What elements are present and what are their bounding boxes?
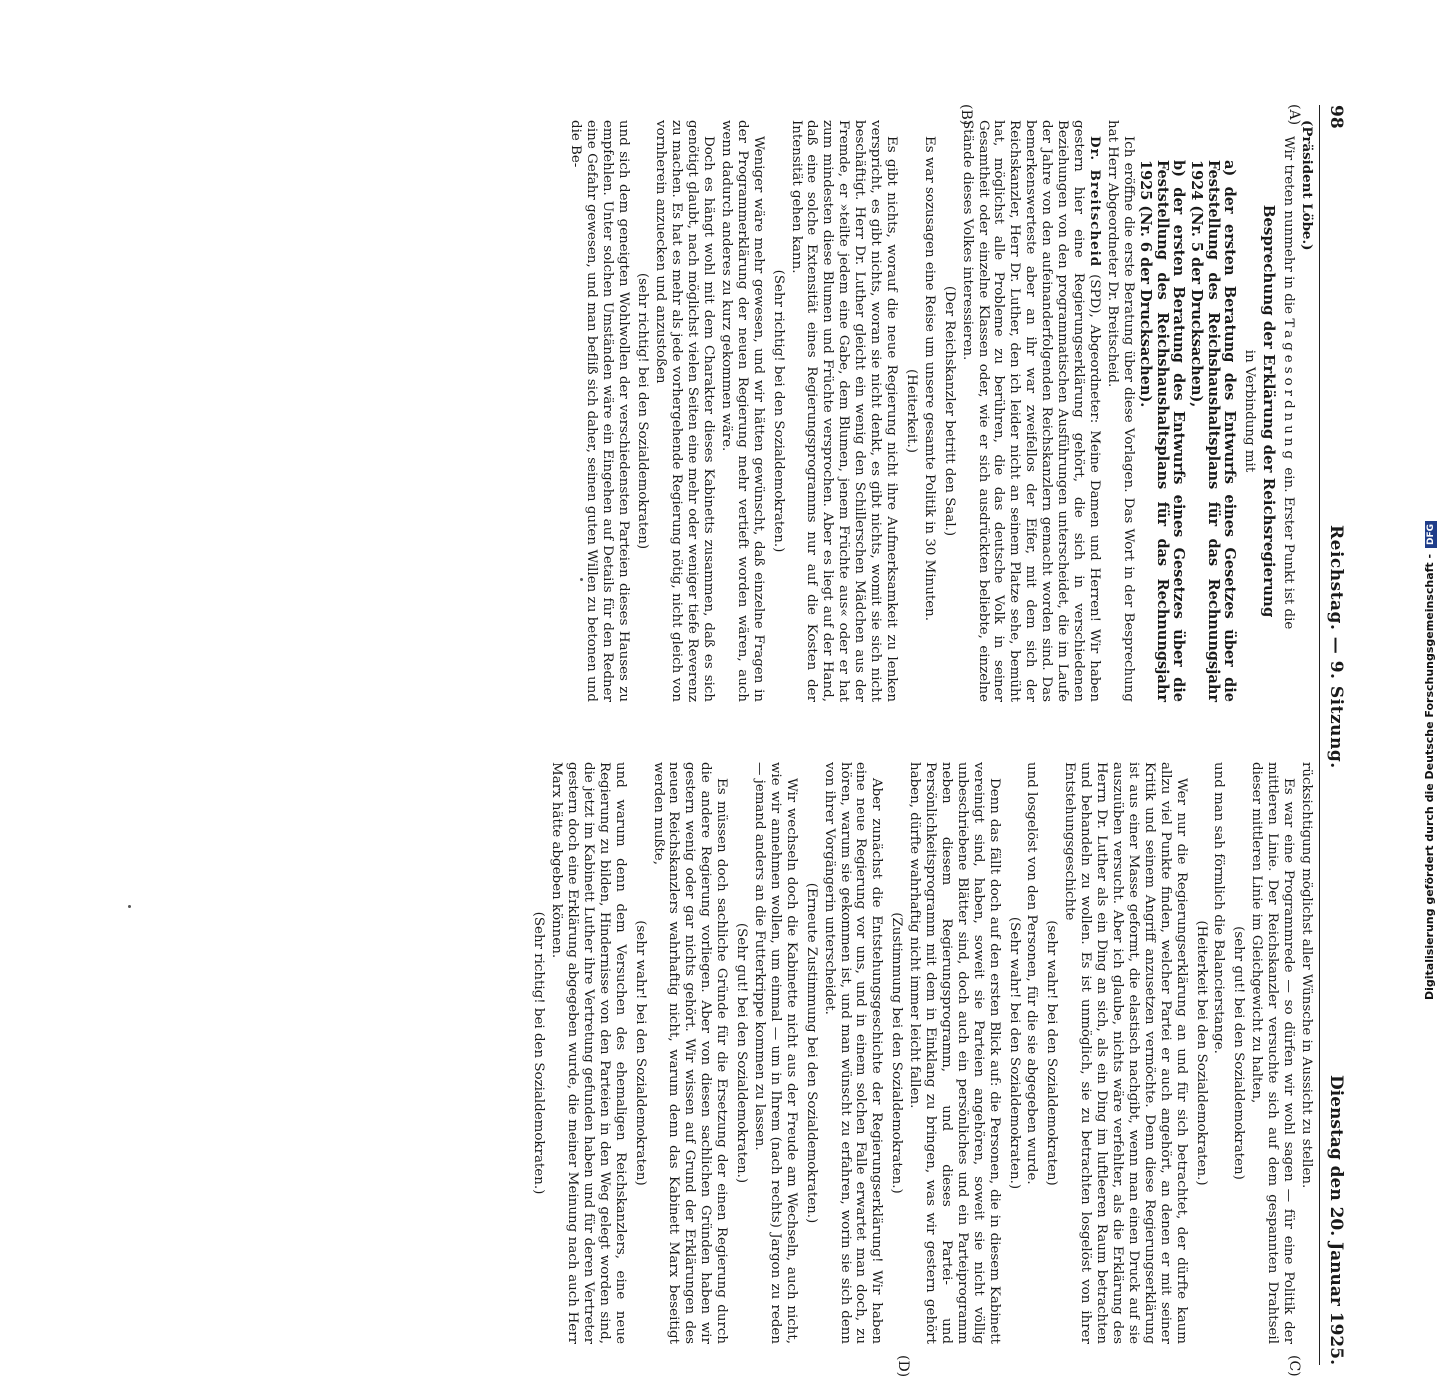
stage-direction: (Der Reichskanzler betritt den Saal.) [941, 285, 957, 537]
paragraph: und sich dem geneigten Wohlwollen der verschiedensten Parteien dieses Hauses zu empfehlen. Unter solchen Umständen wäre ein Eingehen auf Details für den Redner eine Gefahr gewesen, und man befliß sich daher, seinen guten Willen zu betonen und die Be- [567, 120, 631, 702]
margin-mark-b: (B) [958, 104, 974, 126]
agenda-item-a: a) der ersten Beratung des Entwurfs eines Gesetzes über die Feststellung des Reichshaushaltsplans für das Rechnungsjahr 1924 (Nr. 5 der Drucksachen), [1188, 160, 1239, 702]
interjection: (Heiterkeit bei den Sozialdemokraten.) [1193, 920, 1209, 1186]
paragraph: Denn das fällt doch auf den ersten Blick auf: die Personen, die in diesem Kabinett vereinigt sind, haben, soweit sie Parteien angehören, soweit sie nicht völlig unbeschriebene Blätter sind, doch auch ein persönliches und ein Parteiprogramm neben diesem Regierungsprogramm, und dieses Partei- und Persönlichkeitsprogramm mit dem in Einklang zu bringen, was wir gestern gehört haben, dürfte wahrhaftig nicht immer leicht fallen. [907, 762, 1002, 1344]
interjection: (Zustimmung bei den Sozialdemokraten.) [889, 912, 905, 1194]
paragraph: und man sah förmlich die Balancierstange. [1211, 762, 1227, 1054]
speech-paragraph: Dr. Breitscheid (SPD), Abgeordneter: Meine Damen und Herren! Wir haben gestern hier eine Regierungserklärung gehört, die sich in verschiedenen Beziehungen von den programmatischen Ausführungen unterscheidet, die im Laufe der Jahre von den aufeinanderfolgenden Reichskanzlern gemacht worden sind. Das bemerkenswerteste aber an ihr war zweifellos der Eifer, mit dem sich der Reichskanzler, Herr Dr. Luther, den ich leider nicht an seinem Platze sehe, bemüht hat, möglichst alle Probleme zu berühren, die das deutsche Volk in seiner Gesamtheit oder einzelne Klassen oder, wie er sich ausdrückten beliebte, einzelne Stände dieses Volkes interessieren. [959, 120, 1103, 702]
paragraph: Wir treten nunmehr in die Tagesordnung ein. Erster Punkt ist die [1281, 136, 1297, 630]
session-date: Dienstag den 20. Januar 1925. [1326, 1075, 1346, 1365]
paragraph: und losgelöst von den Personen, für die sie abgegeben wurde. [1024, 762, 1040, 1185]
speaker-name: Dr. Breitscheid [1086, 136, 1103, 268]
interjection: (sehr gut! bei den Sozialdemokraten) [1231, 926, 1247, 1180]
margin-mark-c: (C) [1286, 1355, 1302, 1377]
header-rule [1319, 105, 1320, 1365]
dfg-logo: DFG [1425, 521, 1437, 548]
paragraph: Weniger wäre mehr gewesen, und wir hätten gewünscht, daß einzelne Fragen in der Programmerklärung der neuen Regierung mehr vertieft worden wären, auch wenn dadurch anderes zu kurz gekommen wäre. [718, 120, 766, 702]
interjection: (Sehr gut! bei den Sozialdemokraten.) [734, 922, 750, 1184]
paragraph: Wer nur die Regierungserklärung an und für sich betrachtet, der dürfte kaum allzu viel Punkte finden, welcher Partei er auch angehört, an denen er mit seiner Kritik und seinem Angriff anzusetzen vermöchte. Denn diese Regierungserklärung ist aus einer Masse geformt, die elastisch nachgibt, wenn man einen Druck auf sie auszuüben versucht. Aber ich glaube, nichts wäre verfehlter, als die Erklärung des Herrn Dr. Luther als ein Ding an sich, als ein Ding im luftleeren Raum betrachten und behandeln zu wollen. Es ist unmöglich, sie zu betrachten losgelöst von ihrer Entstehungsgeschichte [1062, 762, 1189, 1344]
interjection: (Erneute Zustimmung bei den Sozialdemokraten.) [803, 882, 819, 1224]
left-text-column [554, 120, 1314, 702]
digitization-credit [1423, 0, 1437, 1000]
paragraph: und warum denn dem Versuchen des ehemaligen Reichskanzlers, eine neue Regierung zu bilden, Hindernisse von den Parteien in den Weg gelegt worden sind, die jetzt im Kabinett Luther ihre Vertretung gefunden haben und für deren Vertreter gestern doch eine Erklärung abgegeben wurde, die meiner Meinung nach auch Herr Marx hätte abgeben können. [549, 762, 628, 1344]
interjection: (Sehr richtig! bei den Sozialdemokraten.) [531, 911, 547, 1195]
paragraph: Wir wechseln doch die Kabinette nicht aus der Freude am Wechseln, auch nicht, wie wir annehmen wollen, um einmal — um in Ihrem (nach rechts) Jargon zu reden — jemand anders an die Futterkrippe kommen zu lassen. [752, 762, 799, 1344]
running-title: Reichstag. — 9. Sitzung. [1326, 525, 1346, 769]
scan-speck [580, 578, 583, 581]
agenda-heading: Besprechung der Erklärung der Reichsregierung [1260, 204, 1279, 618]
interjection: (Sehr wahr! bei den Sozialdemokraten.) [1006, 916, 1022, 1190]
paragraph: Es müssen doch sachliche Gründe für die Ersetzung der einen Regierung durch die andere Regierung vorliegen. Aber von diesen sachlichen Gründen haben wir gestern wenig oder gar nichts gehört. Wir wissen auf Grund der Erklärungen des neuen Reichskanzlers wahrhaftig nicht, warum denn das Kabinett Marx beseitigt werden mußte, [650, 762, 730, 1344]
interjection: (Heiterkeit.) [903, 369, 919, 453]
margin-mark-d: (D) [895, 1355, 911, 1377]
page-number: 98 [1326, 105, 1346, 129]
paragraph: Es war eine Programmrede — so dürfen wir wohl sagen — für eine Politik der mittleren Linie. Der Reichskanzler versuchte sich auf dem gespannten Drahtseil dieser mittleren Linie im Gleichgewicht zu halten, [1249, 762, 1297, 1344]
paragraph: rücksichtigung möglichst aller Wünsche in Aussicht zu stellen. [1299, 762, 1314, 1189]
paragraph: Es war sozusagen eine Reise um unsere gesamte Politik in 30 Minuten. [921, 136, 937, 622]
interjection: (sehr wahr! bei den Sozialdemokraten) [1044, 920, 1060, 1186]
paragraph: Es gibt nichts, worauf die neue Regierung nicht ihre Aufmerksamkeit zu lenken verspricht, es gibt nichts, woran sie nicht denkt, es gibt nichts, womit sie sich nicht beschäftigt. Herr Dr. Luther gleicht ein wenig den Schillerschen Mädchen aus der Fremde, er »teilte jedem eine Gabe, dem Blumen, jenem Früchte aus« oder er hat zum mindesten diese Blumen und Früchte versprochen. Aber es liegt auf der Hand, daß eine solche Extensität eines Regierungsprogramms nur auf die Kosten der Intensität gehen kann. [788, 120, 900, 702]
interjection: (Sehr richtig! bei den Sozialdemokraten.) [770, 269, 786, 553]
interjection: (sehr wahr! bei den Sozialdemokraten) [632, 920, 648, 1186]
scan-speck [128, 905, 131, 908]
chair-speaker: (Präsident Löbe.) [1299, 120, 1315, 251]
agenda-item-b: b) der ersten Beratung des Entwurfs eines Gesetzes über die Feststellung des Reichshaushaltsplans für das Rechnungsjahr 1925 (Nr. 6 der Drucksachen). [1137, 160, 1188, 702]
paragraph: Aber zunächst die Entstehungsgeschichte der Regierungserklärung! Wir haben eine neue Regierung vor uns, und in einem solchen Falle erwartet man doch, zu hören, warum sie gekommen ist, und man wünscht zu erfahren, worin sie sich denn von ihrer Vorgängerin unterscheidet. [821, 762, 885, 1344]
interjection: (sehr richtig! bei den Sozialdemokraten) [635, 272, 651, 550]
margin-mark-a: (A) [1286, 104, 1302, 126]
emphasis-spaced: Tagesordnung [1281, 318, 1297, 464]
paragraph: Ich eröffne die erste Beratung über diese Vorlagen. Das Wort in der Besprechung hat Herr Abgeordneter Dr. Breitscheid. [1104, 120, 1136, 702]
credit-text: Digitalisierung gefördert durch die Deutsche Forschungsgemeinschaft - [1423, 553, 1436, 1000]
agenda-connector: in Verbindung mit [1242, 349, 1258, 473]
right-text-column [531, 762, 1314, 1344]
paragraph: Doch es hängt wohl mit dem Charakter dieses Kabinetts zusammen, daß es sich genötigt glaubt, nach möglichst vielen Seiten eine mehr oder weniger tiefe Reverenz zu machen. Es hat es mehr als jede vorhergehende Regierung nötig, nicht gleich von vornherein anzuecken und anzustoßen [653, 120, 717, 702]
page-header [1322, 105, 1346, 1365]
